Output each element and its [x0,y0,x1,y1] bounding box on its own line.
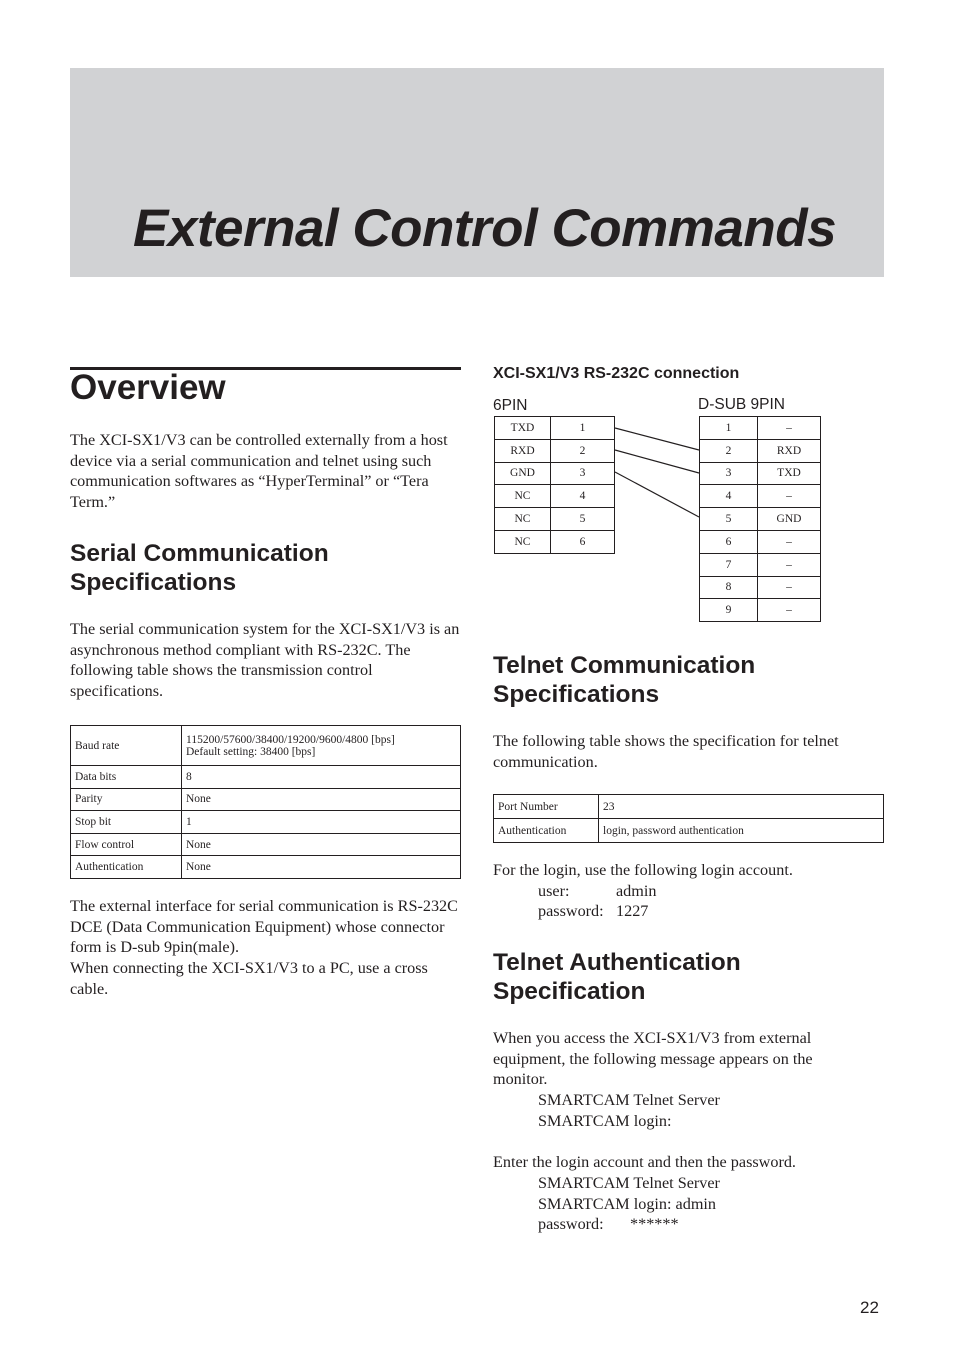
table-row [71,856,461,879]
table-row [700,599,821,622]
table-row [700,530,821,553]
telnet-heading [493,651,755,709]
serial-heading [70,539,329,597]
serial-heading-line1: Serial Communication [70,540,329,567]
auth-msg1-line1: SMARTCAM Telnet Server [538,1091,720,1110]
table-row [71,726,461,766]
spec-value-line1: 115200/57600/38400/19200/9600/4800 [bps] [186,733,395,746]
table-row [700,553,821,576]
pin-name: – [758,485,821,508]
table-row [495,530,615,553]
spec-value: login, password authentication [599,819,884,843]
page-title: External Control Commands [133,199,837,258]
pin-number: 6 [700,530,758,553]
pin-name: GND [495,462,551,485]
spec-label: Parity [71,788,182,811]
table-row [71,766,461,789]
table-row [495,508,615,531]
pin-number: 5 [700,508,758,531]
auth-pw-label: password: [538,1215,604,1234]
spec-label: Authentication [71,856,182,879]
serial-spec-table [70,725,461,879]
telnet-spec-table [493,794,884,843]
pin-number: 2 [551,439,615,462]
six-pin-label: 6PIN [493,397,528,414]
pin-number: 4 [551,485,615,508]
table-row [700,439,821,462]
table-row [700,576,821,599]
spec-value-line2: Default setting: 38400 [bps] [186,745,316,758]
auth-msg2-line1: SMARTCAM Telnet Server [538,1173,720,1192]
pin-name: – [758,553,821,576]
pin-name: – [758,599,821,622]
spec-label: Flow control [71,833,182,856]
password-label: password: [538,902,604,921]
pin-name: TXD [758,462,821,485]
pin-number: 4 [700,485,758,508]
wire-txd-rxd [615,428,699,450]
pin-number: 3 [551,462,615,485]
auth-msg2-password-line [493,1214,853,1235]
auth-pw-value: ****** [630,1215,679,1234]
serial-intro: The serial communication system for the XCI-SX1/V3 is an asynchronous method compliant with RS-232C. The following table shows the transmission control specifications. [70,620,460,701]
serial-interface-text [70,896,465,1000]
table-row [71,788,461,811]
user-value: admin [616,881,657,900]
wire-rxd-txd [615,450,699,473]
password-value: 1227 [616,902,649,921]
telnet-heading-line1: Telnet Communication [493,652,756,679]
spec-value: 8 [182,766,461,789]
pin-number: 8 [700,576,758,599]
pin-number: 1 [700,417,758,440]
rs232-heading: XCI-SX1/V3 RS-232C connection [493,365,740,382]
spec-label: Data bits [71,766,182,789]
telnet-heading-line2: Specifications [493,681,660,708]
table-row [494,819,884,843]
spec-label: Stop bit [71,811,182,834]
table-row [700,417,821,440]
pin-name: TXD [495,417,551,440]
login-password-line [493,901,888,922]
serial-interface-p1: The external interface for serial communication is RS-232C DCE (Data Communication Equipment) whose connector form is D-sub 9pin(male). [70,897,458,957]
login-user-line [493,881,888,902]
auth-msg1-line2: SMARTCAM login: [538,1111,672,1130]
overview-heading: Overview [70,368,226,407]
pin-number: 7 [700,553,758,576]
pin-number: 6 [551,530,615,553]
pin-number: 1 [551,417,615,440]
pin-number: 3 [700,462,758,485]
table-row [71,811,461,834]
table-row [700,508,821,531]
pin-name: NC [495,485,551,508]
serial-interface-p2: When connecting the XCI-SX1/V3 to a PC, use a cross cable. [70,959,428,998]
telnet-auth-heading-line1: Telnet Authentication [493,949,741,976]
table-row [495,462,615,485]
user-label: user: [538,881,570,900]
table-row [495,485,615,508]
auth-enter-text: Enter the login account and then the password. [493,1153,796,1172]
telnet-intro: The following table shows the specification for telnet communication. [493,732,839,771]
page-number: 22 [860,1298,879,1317]
serial-heading-line2: Specifications [70,569,237,596]
spec-value: 1 [182,811,461,834]
overview-intro: The XCI-SX1/V3 can be controlled externally from a host device via a serial communication and telnet using such communication softwares as “HyperTerminal” or “Tera Term.” [70,431,448,512]
pin-name: GND [758,508,821,531]
telnet-auth-heading [493,948,741,1006]
telnet-auth-text [493,1028,853,1235]
login-intro: For the login, use the following login account. [493,861,793,879]
pin-number: 5 [551,508,615,531]
spec-label: Baud rate [71,726,182,766]
spec-value: None [182,833,461,856]
table-row [71,833,461,856]
spec-label: Authentication [494,819,599,843]
table-row [700,485,821,508]
wire-gnd-gnd [615,472,699,517]
pin-name: RXD [758,439,821,462]
pin-name: NC [495,530,551,553]
pin-name: – [758,530,821,553]
spec-value: None [182,788,461,811]
dsub-label: D-SUB 9PIN [698,396,785,413]
spec-value [182,726,461,766]
spec-label: Port Number [494,795,599,819]
spec-value: 23 [599,795,884,819]
auth-msg2-line2: SMARTCAM login: admin [538,1194,717,1213]
pin-number: 2 [700,439,758,462]
title-banner [70,68,884,277]
six-pin-table [494,416,615,554]
pin-number: 9 [700,599,758,622]
telnet-auth-heading-line2: Specification [493,978,646,1005]
auth-intro: When you access the XCI-SX1/V3 from external equipment, the following message appears on the monitor. [493,1029,813,1089]
pin-name: – [758,417,821,440]
table-row [495,417,615,440]
dsub-pin-table [699,416,821,622]
table-row [700,462,821,485]
table-row [494,795,884,819]
spec-value: None [182,856,461,879]
table-row [495,439,615,462]
pin-name: NC [495,508,551,531]
pin-name: – [758,576,821,599]
login-account-block [493,860,888,922]
pin-name: RXD [495,439,551,462]
